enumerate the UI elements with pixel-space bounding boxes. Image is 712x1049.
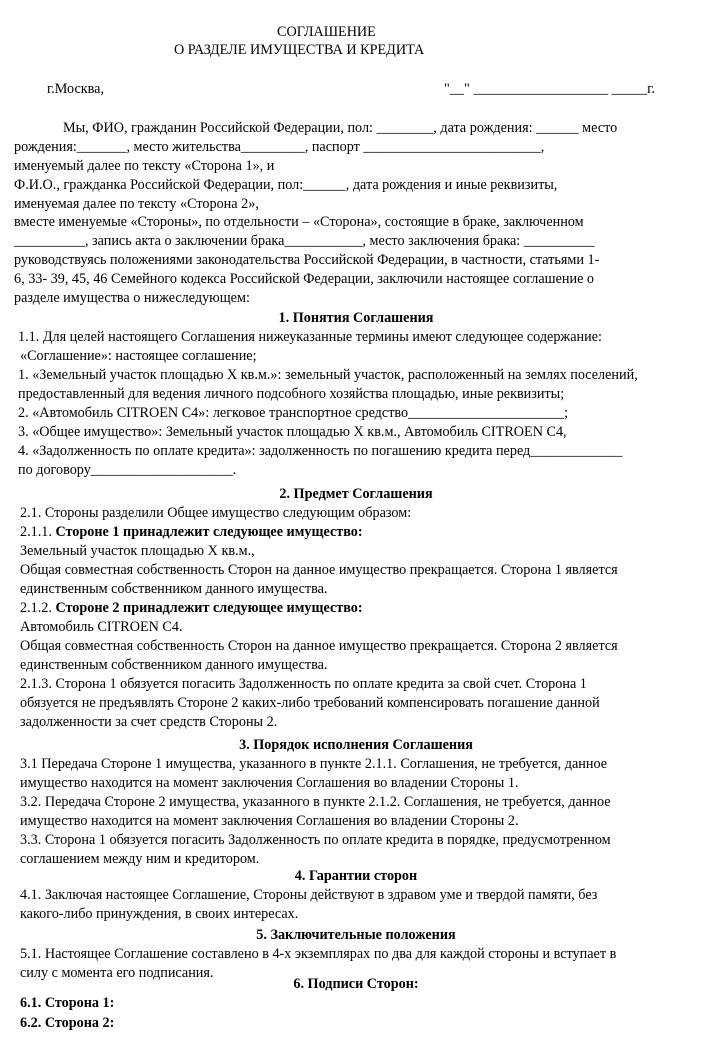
section-2-line: единственным собственником данного имущества. [20, 657, 328, 673]
section-2-line: Общая совместная собственность Сторон на данное имущество прекращается. Сторона 2 является [20, 638, 618, 654]
clause-number: 2.1.1. [20, 524, 56, 540]
clause-2-1-1-title [20, 523, 363, 542]
place-of-signing: г.Москва, [47, 81, 105, 97]
signature-party-2: 6.2. Сторона 2: [20, 1015, 115, 1031]
preamble-line: Ф.И.О., гражданка Российской Федерации, пол:______, дата рождения и иные реквизиты, [14, 177, 558, 193]
section-1-line: 1.1. Для целей настоящего Соглашения нижеуказанные термины имеют следующее содержание: [18, 329, 602, 345]
clause-bold-text: Стороне 1 принадлежит следующее имущество: [55, 524, 363, 540]
section-5-line: 5.1. Настоящее Соглашение составлено в 4-х экземплярах по два для каждой стороны и вступает в [20, 946, 617, 962]
section-1-line: 3. «Общее имущество»: Земельный участок площадью Х кв.м., Автомобиль CITROEN C4, [18, 424, 567, 440]
preamble-line: Мы, ФИО, гражданин Российской Федерации, пол: ________, дата рождения: ______ место [63, 120, 618, 136]
date-of-signing: "__" ___________________ _____г. [444, 81, 655, 97]
clause-bold-text: Стороне 2 принадлежит следующее имущество: [55, 600, 363, 616]
section-2-line: Земельный участок площадью Х кв.м., [20, 543, 255, 559]
document-title-line2: О РАЗДЕЛЕ ИМУЩЕСТВА И КРЕДИТА [174, 42, 425, 58]
section-1-line: по договору____________________. [18, 462, 237, 478]
section-heading-execution: 3. Порядок исполнения Соглашения [239, 737, 473, 753]
preamble-line: рождения:_______, место жительства_________, паспорт _________________________, [14, 139, 545, 155]
section-1-line: «Соглашение»: настоящее соглашение; [20, 348, 257, 364]
clause-number: 2.1.2. [20, 600, 56, 616]
section-3-line: имущество находится на момент заключения Соглашения во владении Стороны 1. [20, 775, 519, 791]
preamble-line: вместе именуемые «Стороны», по отдельности – «Сторона», состоящие в браке, заключенном [14, 214, 584, 230]
section-heading-final-provisions: 5. Заключительные положения [256, 927, 456, 943]
document-title-line1: СОГЛАШЕНИЕ [277, 24, 376, 40]
section-2-line: задолженности за счет средств Стороны 2. [20, 714, 278, 730]
clause-2-1-2-title [20, 599, 363, 618]
section-3-line: соглашением между ним и кредитором. [20, 851, 260, 867]
section-1-line: 4. «Задолженность по оплате кредита»: задолженность по погашению кредита перед_____________ [18, 443, 623, 459]
section-2-line: Общая совместная собственность Сторон на данное имущество прекращается. Сторона 1 является [20, 562, 618, 578]
section-2-line: Автомобиль CITROEN C4. [20, 619, 183, 635]
section-3-line: 3.2. Передача Стороне 2 имущества, указанного в пункте 2.1.2. Соглашения, не требуется, данное [20, 794, 611, 810]
signature-party-1: 6.1. Сторона 1: [20, 995, 115, 1011]
section-heading-signatures: 6. Подписи Сторон: [293, 976, 419, 992]
section-2-line: 2.1. Стороны разделили Общее имущество следующим образом: [20, 505, 412, 521]
section-heading-definitions: 1. Понятия Соглашения [278, 310, 434, 326]
section-heading-guarantees: 4. Гарантии сторон [294, 868, 418, 884]
section-2-line: обязуется не предъявлять Стороне 2 каких-либо требований компенсировать погашение данной [20, 695, 600, 711]
preamble-line: разделе имущества о нижеследующем: [14, 290, 250, 306]
section-5-line: силу с момента его подписания. [20, 965, 214, 981]
section-2-line: 2.1.3. Сторона 1 обязуется погасить Задолженность по оплате кредита за свой счет. Сторона 1 [20, 676, 587, 692]
section-1-line: 2. «Автомобиль CITROEN C4»: легковое транспортное средство______________________; [18, 405, 569, 421]
section-1-line: предоставленный для ведения личного подсобного хозяйства площадью, иные реквизиты; [18, 386, 565, 402]
preamble-line: 6, 33- 39, 45, 46 Семейного кодекса Российской Федерации, заключили настоящее соглашение о [14, 271, 595, 287]
section-heading-subject: 2. Предмет Соглашения [279, 486, 433, 502]
preamble-line: именуемая далее по тексту «Сторона 2», [14, 196, 259, 212]
section-3-line: 3.1 Передача Стороне 1 имущества, указанного в пункте 2.1.1. Соглашения, не требуется, данное [20, 756, 608, 772]
section-2-line: единственным собственником данного имущества. [20, 581, 328, 597]
section-1-line: 1. «Земельный участок площадью Х кв.м.»: земельный участок, расположенный на землях поселений, [18, 367, 638, 383]
section-4-line: 4.1. Заключая настоящее Соглашение, Стороны действуют в здравом уме и твердой памяти, без [20, 887, 598, 903]
preamble-line: именуемый далее по тексту «Сторона 1», и [14, 158, 275, 174]
section-3-line: 3.3. Сторона 1 обязуется погасить Задолженность по оплате кредита в порядке, предусмотренном [20, 832, 611, 848]
preamble-line: __________, запись акта о заключении брака___________, место заключения брака: __________ [14, 233, 595, 249]
preamble-line: руководствуясь положениями законодательства Российской Федерации, в частности, статьями 1- [14, 252, 600, 268]
section-3-line: имущество находится на момент заключения Соглашения во владении Стороны 2. [20, 813, 519, 829]
section-4-line: какого-либо принуждения, в своих интересах. [20, 906, 299, 922]
